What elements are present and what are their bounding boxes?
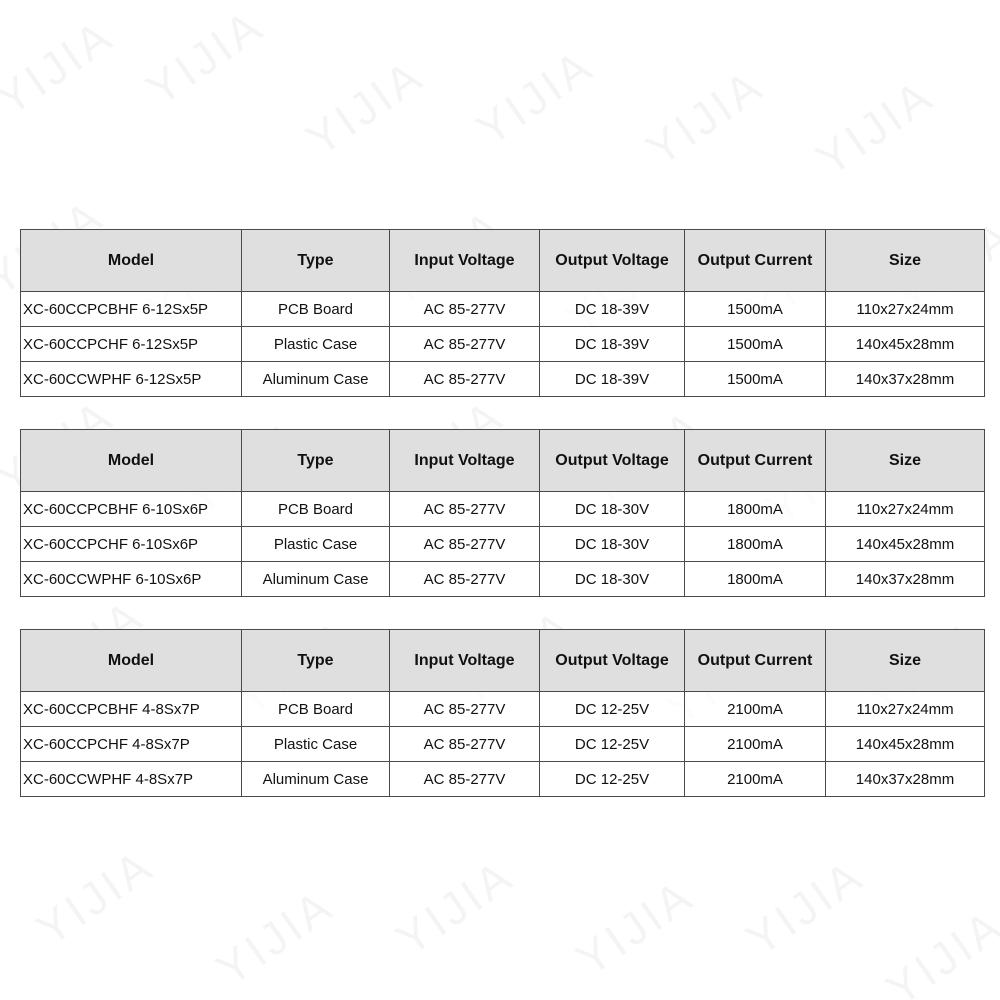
- watermark-text: [466, 38, 603, 157]
- cell-input-voltage: AC 85-277V: [390, 562, 540, 597]
- watermark-text: [26, 838, 163, 957]
- watermark-text: [386, 848, 523, 967]
- cell-model: XC-60CCPCBHF 6-12Sx5P: [21, 292, 242, 327]
- table-row: [21, 292, 985, 327]
- cell-input-voltage: AC 85-277V: [390, 327, 540, 362]
- cell-model: XC-60CCPCHF 6-12Sx5P: [21, 327, 242, 362]
- cell-type: PCB Board: [242, 492, 390, 527]
- cell-type: PCB Board: [242, 292, 390, 327]
- header-type: Type: [242, 230, 390, 292]
- cell-input-voltage: AC 85-277V: [390, 692, 540, 727]
- cell-model: XC-60CCPCBHF 6-10Sx6P: [21, 492, 242, 527]
- table-row: [21, 527, 985, 562]
- header-output-voltage: Output Voltage: [540, 630, 685, 692]
- cell-output-current: 2100mA: [685, 762, 826, 797]
- cell-input-voltage: AC 85-277V: [390, 762, 540, 797]
- cell-type: Aluminum Case: [242, 762, 390, 797]
- cell-output-current: 2100mA: [685, 727, 826, 762]
- table-row: [21, 562, 985, 597]
- cell-output-current: 1800mA: [685, 527, 826, 562]
- header-model: Model: [21, 630, 242, 692]
- cell-output-voltage: DC 18-39V: [540, 327, 685, 362]
- cell-size: 110x27x24mm: [826, 692, 985, 727]
- cell-output-voltage: DC 12-25V: [540, 727, 685, 762]
- cell-size: 140x37x28mm: [826, 562, 985, 597]
- cell-type: Plastic Case: [242, 327, 390, 362]
- table-row: [21, 692, 985, 727]
- table-row: [21, 327, 985, 362]
- cell-output-voltage: DC 18-30V: [540, 492, 685, 527]
- header-size: Size: [826, 230, 985, 292]
- cell-output-voltage: DC 12-25V: [540, 692, 685, 727]
- cell-output-voltage: DC 12-25V: [540, 762, 685, 797]
- cell-model: XC-60CCPCHF 4-8Sx7P: [21, 727, 242, 762]
- cell-output-current: 2100mA: [685, 692, 826, 727]
- header-input-voltage: Input Voltage: [390, 630, 540, 692]
- watermark-text: [876, 898, 1000, 1000]
- cell-output-current: 1500mA: [685, 362, 826, 397]
- cell-size: 140x45x28mm: [826, 327, 985, 362]
- cell-input-voltage: AC 85-277V: [390, 492, 540, 527]
- table-row: [21, 362, 985, 397]
- cell-type: Aluminum Case: [242, 562, 390, 597]
- cell-output-voltage: DC 18-30V: [540, 527, 685, 562]
- cell-output-voltage: DC 18-39V: [540, 362, 685, 397]
- watermark-text: [636, 58, 773, 177]
- cell-type: Plastic Case: [242, 727, 390, 762]
- spec-table-6-12s: [20, 229, 985, 397]
- cell-model: XC-60CCWPHF 6-12Sx5P: [21, 362, 242, 397]
- cell-output-voltage: DC 18-30V: [540, 562, 685, 597]
- cell-type: Plastic Case: [242, 527, 390, 562]
- cell-output-voltage: DC 18-39V: [540, 292, 685, 327]
- cell-model: XC-60CCPCBHF 4-8Sx7P: [21, 692, 242, 727]
- header-output-current: Output Current: [685, 630, 826, 692]
- cell-output-current: 1800mA: [685, 562, 826, 597]
- watermark-text: [296, 48, 433, 167]
- cell-output-current: 1500mA: [685, 327, 826, 362]
- watermark-text: [0, 8, 124, 127]
- table-row: [21, 762, 985, 797]
- cell-size: 140x37x28mm: [826, 762, 985, 797]
- header-input-voltage: Input Voltage: [390, 230, 540, 292]
- watermark-text: [806, 68, 943, 187]
- cell-type: PCB Board: [242, 692, 390, 727]
- watermark-text: [566, 868, 703, 987]
- cell-input-voltage: AC 85-277V: [390, 292, 540, 327]
- cell-output-current: 1500mA: [685, 292, 826, 327]
- table-header-row: [21, 430, 985, 492]
- header-output-voltage: Output Voltage: [540, 430, 685, 492]
- header-size: Size: [826, 630, 985, 692]
- cell-model: XC-60CCPCHF 6-10Sx6P: [21, 527, 242, 562]
- header-model: Model: [21, 430, 242, 492]
- header-output-voltage: Output Voltage: [540, 230, 685, 292]
- cell-size: 140x45x28mm: [826, 727, 985, 762]
- cell-output-current: 1800mA: [685, 492, 826, 527]
- table-row: [21, 727, 985, 762]
- cell-model: XC-60CCWPHF 6-10Sx6P: [21, 562, 242, 597]
- header-type: Type: [242, 430, 390, 492]
- cell-type: Aluminum Case: [242, 362, 390, 397]
- header-model: Model: [21, 230, 242, 292]
- header-input-voltage: Input Voltage: [390, 430, 540, 492]
- watermark-text: [736, 848, 873, 967]
- cell-size: 110x27x24mm: [826, 292, 985, 327]
- cell-size: 140x37x28mm: [826, 362, 985, 397]
- header-output-current: Output Current: [685, 230, 826, 292]
- header-output-current: Output Current: [685, 430, 826, 492]
- table-header-row: [21, 230, 985, 292]
- table-header-row: [21, 630, 985, 692]
- watermark-text: [206, 878, 343, 997]
- watermark-text: [136, 0, 273, 116]
- cell-input-voltage: AC 85-277V: [390, 362, 540, 397]
- table-row: [21, 492, 985, 527]
- header-size: Size: [826, 430, 985, 492]
- cell-model: XC-60CCWPHF 4-8Sx7P: [21, 762, 242, 797]
- cell-input-voltage: AC 85-277V: [390, 727, 540, 762]
- spec-table-4-8s: [20, 629, 985, 797]
- cell-size: 140x45x28mm: [826, 527, 985, 562]
- cell-input-voltage: AC 85-277V: [390, 527, 540, 562]
- cell-size: 110x27x24mm: [826, 492, 985, 527]
- header-type: Type: [242, 630, 390, 692]
- spec-table-6-10s: [20, 429, 985, 597]
